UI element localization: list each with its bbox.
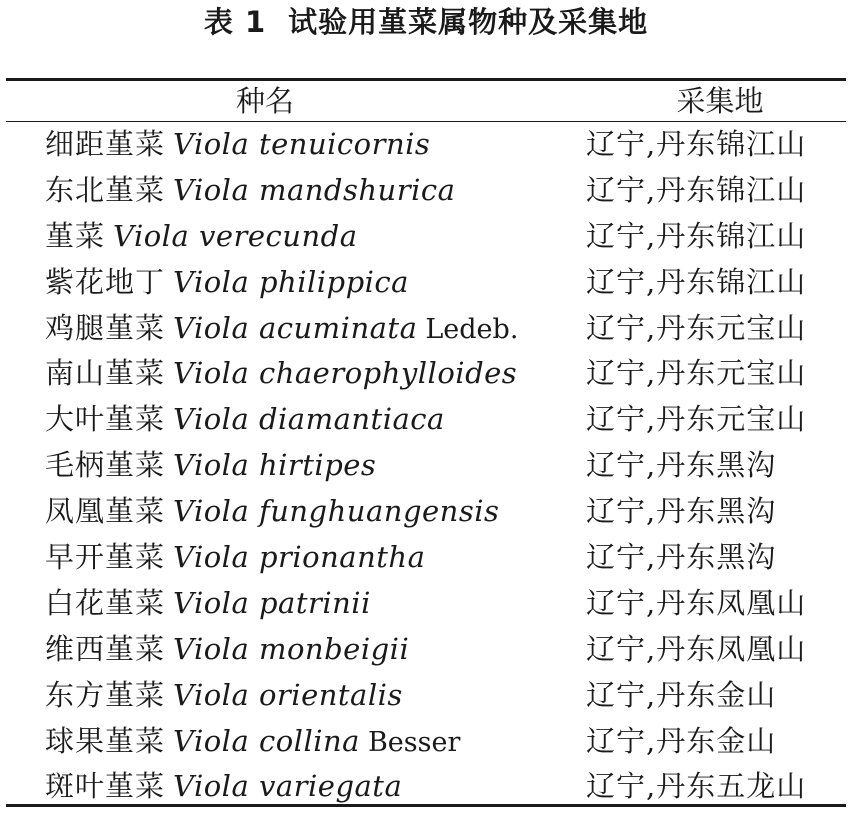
species-cell xyxy=(45,260,409,306)
collection-site-cell: 辽宁,丹东黑沟 xyxy=(586,494,777,529)
species-cell xyxy=(45,443,376,489)
table-top-rule xyxy=(6,78,846,81)
species-latin-name: Viola collina xyxy=(173,723,360,758)
species-cell xyxy=(45,673,403,719)
species-cell xyxy=(45,397,445,443)
species-chinese-name: 大叶堇菜 xyxy=(45,402,166,437)
species-chinese-name: 南山堇菜 xyxy=(45,356,166,391)
table-row xyxy=(0,122,852,168)
species-latin-name: Viola variegata xyxy=(173,769,403,804)
species-cell xyxy=(45,122,430,168)
table-row xyxy=(0,306,852,352)
table-row xyxy=(0,489,852,535)
table-title: 试验用堇菜属物种及采集地 xyxy=(288,5,649,39)
table-row xyxy=(0,719,852,765)
species-cell xyxy=(45,168,455,214)
collection-site-cell: 辽宁,丹东黑沟 xyxy=(586,540,777,575)
species-latin-name: Viola monbeigii xyxy=(173,631,410,666)
table-caption xyxy=(0,2,852,42)
collection-site-cell: 辽宁,丹东金山 xyxy=(586,723,777,758)
table-body xyxy=(0,122,852,810)
table-row xyxy=(0,168,852,214)
species-author: Ledeb. xyxy=(425,313,519,345)
collection-site-cell: 辽宁,丹东金山 xyxy=(586,677,777,712)
species-latin-name: Viola tenuicornis xyxy=(173,127,431,161)
collection-site-cell: 辽宁,丹东黑沟 xyxy=(586,448,777,483)
species-latin-name: Viola acuminata xyxy=(173,310,418,345)
table-row xyxy=(0,260,852,306)
table-number: 表 1 xyxy=(203,5,267,39)
species-chinese-name: 细距堇菜 xyxy=(45,127,166,161)
species-chinese-name: 凤凰堇菜 xyxy=(45,494,166,529)
collection-site-cell: 辽宁,丹东锦江山 xyxy=(586,127,807,161)
species-chinese-name: 鸡腿堇菜 xyxy=(45,310,166,345)
collection-site-cell: 辽宁,丹东锦江山 xyxy=(586,264,807,299)
table-row xyxy=(0,581,852,627)
species-latin-name: Viola prionantha xyxy=(173,540,426,575)
collection-site-cell: 辽宁,丹东五龙山 xyxy=(586,769,807,804)
species-cell xyxy=(45,581,371,627)
species-chinese-name: 斑叶堇菜 xyxy=(45,769,166,804)
species-chinese-name: 早开堇菜 xyxy=(45,540,166,575)
species-chinese-name: 东北堇菜 xyxy=(45,172,166,207)
collection-site-cell: 辽宁,丹东锦江山 xyxy=(586,172,807,207)
table-bottom-rule xyxy=(6,804,846,807)
species-latin-name: Viola funghuangensis xyxy=(173,494,500,529)
species-cell xyxy=(45,306,518,353)
species-chinese-name: 球果堇菜 xyxy=(45,723,166,758)
collection-site-cell: 辽宁,丹东元宝山 xyxy=(586,310,807,345)
column-header-site: 采集地 xyxy=(676,84,764,118)
table-row xyxy=(0,214,852,260)
species-latin-name: Viola diamantiaca xyxy=(173,402,445,437)
species-chinese-name: 堇菜 xyxy=(45,218,106,253)
table-row xyxy=(0,535,852,581)
collection-site-cell: 辽宁,丹东凤凰山 xyxy=(586,585,807,620)
column-header-species: 种名 xyxy=(235,84,294,118)
species-chinese-name: 东方堇菜 xyxy=(45,677,166,712)
species-chinese-name: 紫花地丁 xyxy=(45,264,166,299)
species-author: Besser xyxy=(367,726,461,758)
table-row xyxy=(0,627,852,673)
collection-site-cell: 辽宁,丹东元宝山 xyxy=(586,356,807,391)
species-latin-name: Viola hirtipes xyxy=(173,448,377,483)
table-row xyxy=(0,397,852,443)
species-latin-name: Viola chaerophylloides xyxy=(173,356,518,391)
species-chinese-name: 维西堇菜 xyxy=(45,631,166,666)
table-row xyxy=(0,351,852,397)
table-row xyxy=(0,673,852,719)
species-latin-name: Viola mandshurica xyxy=(173,172,456,207)
species-latin-name: Viola patrinii xyxy=(173,585,371,620)
table-row xyxy=(0,443,852,489)
collection-site-cell: 辽宁,丹东凤凰山 xyxy=(586,631,807,666)
collection-site-cell: 辽宁,丹东锦江山 xyxy=(586,218,807,253)
species-chinese-name: 毛柄堇菜 xyxy=(45,448,166,483)
species-cell xyxy=(45,719,460,766)
species-cell xyxy=(45,214,358,260)
species-cell xyxy=(45,627,409,673)
species-cell xyxy=(45,489,499,535)
collection-site-cell: 辽宁,丹东元宝山 xyxy=(586,402,807,437)
species-latin-name: Viola orientalis xyxy=(173,677,403,712)
species-latin-name: Viola philippica xyxy=(173,264,409,299)
species-chinese-name: 白花堇菜 xyxy=(45,585,166,620)
species-cell xyxy=(45,351,517,397)
species-cell xyxy=(45,535,425,581)
species-latin-name: Viola verecunda xyxy=(113,218,358,253)
